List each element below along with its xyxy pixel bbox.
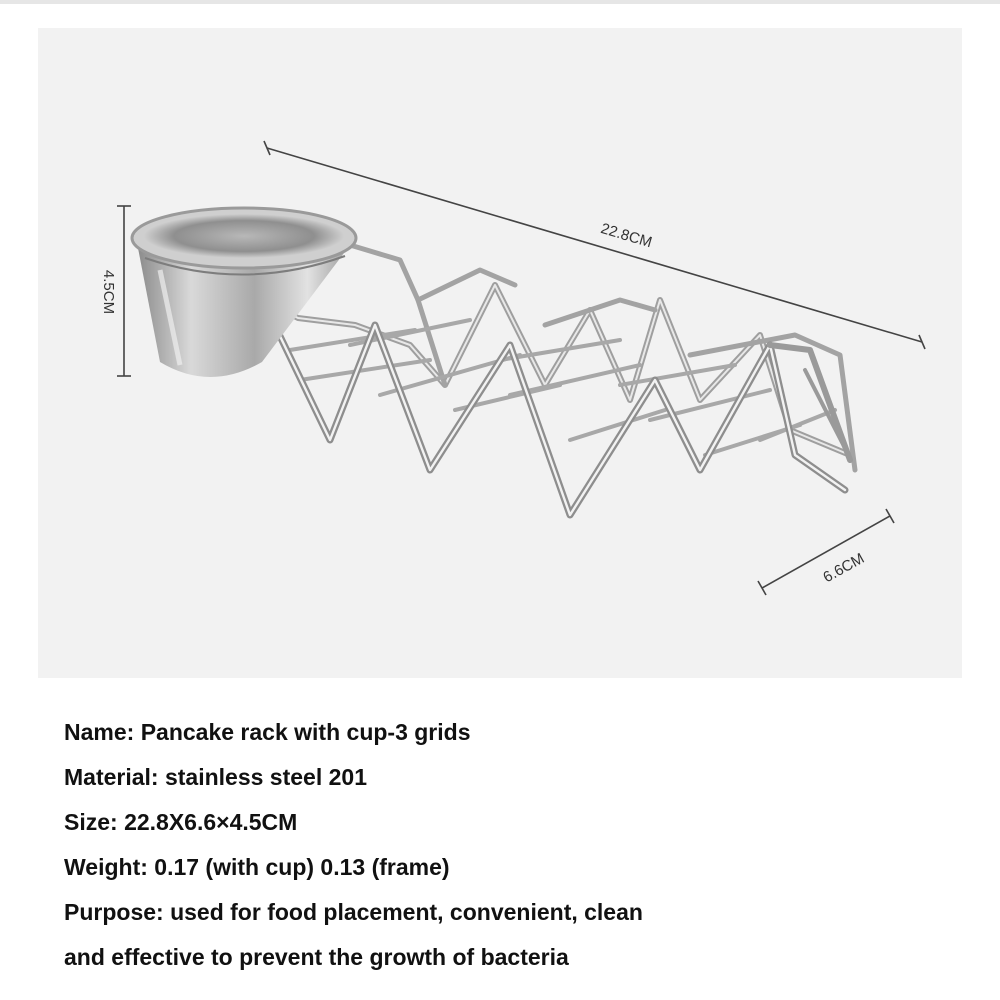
top-divider bbox=[0, 0, 1000, 4]
length-dimension-label: 22.8CM bbox=[598, 220, 654, 252]
sauce-cup bbox=[132, 208, 356, 377]
spec-purpose-continued: and effective to prevent the growth of bacteria bbox=[64, 944, 569, 970]
spec-name: Name: Pancake rack with cup-3 grids bbox=[64, 719, 471, 745]
spec-purpose: Purpose: used for food placement, convenient, clean bbox=[64, 899, 643, 925]
depth-dimension-label: 6.6CM bbox=[820, 549, 868, 587]
spec-size: Size: 22.8X6.6×4.5CM bbox=[64, 809, 298, 835]
height-dimension-line bbox=[117, 206, 131, 376]
product-specifications bbox=[64, 710, 944, 980]
spec-weight: Weight: 0.17 (with cup) 0.13 (frame) bbox=[64, 854, 450, 880]
product-illustration bbox=[38, 28, 962, 678]
product-photo bbox=[38, 28, 962, 678]
height-dimension-label: 4.5CM bbox=[100, 269, 117, 315]
spec-material: Material: stainless steel 201 bbox=[64, 764, 367, 790]
